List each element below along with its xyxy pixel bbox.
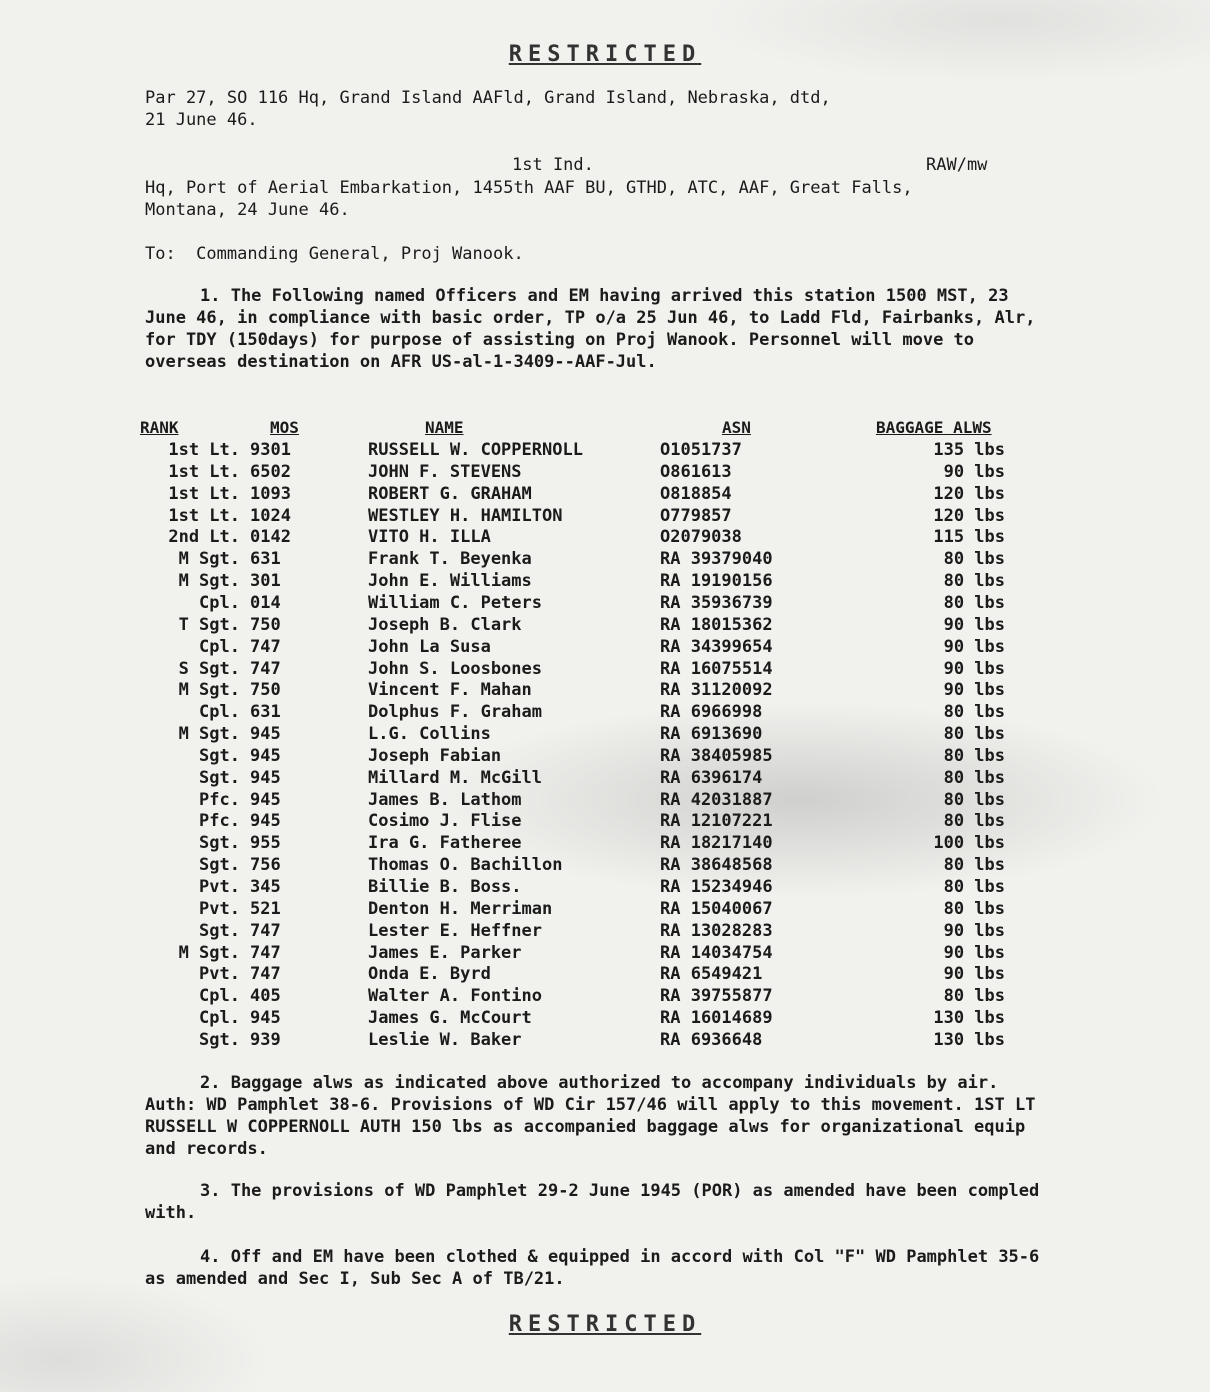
cell-asn: RA 16075514	[660, 658, 773, 679]
cell-baggage: 130 lbs	[933, 1029, 1005, 1050]
cell-baggage: 80 lbs	[943, 724, 1005, 745]
cell-rank: Cpl.	[199, 1008, 240, 1029]
cell-mos: 405	[250, 986, 281, 1007]
cell-mos: 747	[250, 964, 281, 985]
cell-asn: RA 14034754	[660, 942, 773, 963]
table-row	[0, 549, 1210, 571]
cell-asn: RA 6913690	[660, 724, 763, 745]
initials: RAW/mw	[926, 155, 988, 175]
cell-mos: 945	[250, 767, 281, 788]
col-header-rank: RANK	[140, 418, 179, 437]
cell-asn: O861613	[660, 461, 732, 482]
cell-baggage: 80 lbs	[943, 855, 1005, 876]
table-row	[0, 1008, 1210, 1030]
cell-name: Leslie W. Baker	[368, 1029, 522, 1050]
cell-rank: M Sgt.	[178, 549, 240, 570]
cell-baggage: 80 lbs	[943, 877, 1005, 897]
cell-baggage: 120 lbs	[933, 505, 1005, 526]
cell-rank: Cpl.	[199, 592, 240, 613]
cell-rank: M Sgt.	[178, 571, 240, 592]
cell-name: James E. Parker	[368, 942, 522, 963]
table-row	[0, 440, 1210, 462]
cell-baggage: 80 lbs	[943, 986, 1005, 1007]
cell-rank: M Sgt.	[178, 724, 240, 745]
cell-mos: 014	[250, 592, 281, 613]
cell-asn: O2079038	[660, 527, 742, 548]
cell-baggage: 100 lbs	[933, 833, 1005, 854]
cell-asn: RA 12107221	[660, 811, 773, 832]
table-row	[0, 986, 1210, 1008]
cell-mos: 945	[250, 811, 281, 832]
cell-asn: RA 13028283	[660, 920, 773, 941]
table-row	[0, 659, 1210, 681]
cell-baggage: 80 lbs	[943, 789, 1005, 810]
table-row	[0, 462, 1210, 484]
table-row	[0, 484, 1210, 506]
cell-mos: 1093	[250, 483, 291, 504]
paragraph-3: 3. The provisions of WD Pamphlet 29-2 June 1945 (POR) as amended have been compled with.	[145, 1181, 1040, 1223]
cell-asn: RA 18217140	[660, 833, 773, 854]
cell-mos: 945	[250, 789, 281, 810]
cell-name: James B. Lathom	[368, 789, 522, 810]
col-header-mos: MOS	[270, 418, 299, 437]
cell-mos: 6502	[250, 461, 291, 482]
cell-asn: RA 35936739	[660, 592, 773, 613]
cell-asn: O1051737	[660, 440, 742, 460]
cell-mos: 750	[250, 614, 281, 635]
cell-asn: RA 38405985	[660, 745, 773, 766]
to-line: To: Commanding General, Proj Wanook.	[145, 244, 524, 264]
cell-asn: RA 39755877	[660, 986, 773, 1007]
reference-line-1: Par 27, SO 116 Hq, Grand Island AAFld, Grand Island, Nebraska, dtd,	[145, 88, 831, 108]
cell-name: Joseph Fabian	[368, 745, 502, 766]
cell-name: John La Susa	[368, 636, 491, 657]
paragraph-1: 1. The Following named Officers and EM having arrived this station 1500 MST, 23 June 46, in compliance with basic order, TP o/a 25 Jun 46, to Ladd Fld, Fairbanks, Alr, for TDY (150days) for purpose of assisting on Proj Wanook. Personnel will move to overseas destination on AFR US-al-1-3409--AAF-Jul.	[145, 286, 1036, 372]
cell-mos: 631	[250, 702, 281, 723]
cell-name: Vincent F. Mahan	[368, 680, 532, 701]
cell-name: Ira G. Fatheree	[368, 833, 522, 854]
cell-rank: 1st Lt.	[168, 461, 240, 482]
cell-mos: 345	[250, 877, 281, 897]
cell-name: John E. Williams	[368, 571, 532, 592]
cell-name: William C. Peters	[368, 592, 542, 613]
table-row	[0, 811, 1210, 833]
cell-name: John S. Loosbones	[368, 658, 542, 679]
cell-mos: 747	[250, 942, 281, 963]
cell-baggage: 90 lbs	[943, 964, 1005, 985]
cell-mos: 945	[250, 1008, 281, 1029]
cell-mos: 945	[250, 724, 281, 745]
paragraph-2: 2. Baggage alws as indicated above authorized to accompany individuals by air. Auth: WD Pamphlet 38-6. Provisions of WD Cir 157/46 will apply to this movement. 1ST LT RUSSELL W COPPERNOLL AUTH 150 lbs as accompanied baggage alws for organizational equip and records.	[145, 1073, 1036, 1159]
table-row	[0, 833, 1210, 855]
table-row	[0, 855, 1210, 877]
cell-rank: Sgt.	[199, 855, 240, 876]
table-row	[0, 724, 1210, 746]
table-row	[0, 768, 1210, 790]
cell-baggage: 135 lbs	[933, 440, 1005, 460]
cell-rank: Sgt.	[199, 920, 240, 941]
cell-asn: RA 6966998	[660, 702, 763, 723]
cell-name: ROBERT G. GRAHAM	[368, 483, 532, 504]
cell-rank: 1st Lt.	[168, 505, 240, 526]
table-row	[0, 506, 1210, 528]
cell-asn: RA 34399654	[660, 636, 773, 657]
cell-asn: RA 6936648	[660, 1029, 763, 1050]
table-row	[0, 790, 1210, 812]
cell-name: Cosimo J. Flise	[368, 811, 522, 832]
cell-mos: 301	[250, 571, 281, 592]
cell-baggage: 90 lbs	[943, 680, 1005, 701]
from-line-2: Montana, 24 June 46.	[145, 200, 350, 220]
cell-asn: RA 39379040	[660, 549, 773, 570]
cell-baggage: 90 lbs	[943, 942, 1005, 963]
cell-rank: M Sgt.	[178, 680, 240, 701]
table-row	[0, 637, 1210, 659]
cell-rank: Cpl.	[199, 986, 240, 1007]
restricted-stamp-bottom: RESTRICTED	[508, 1312, 702, 1337]
cell-mos: 9301	[250, 440, 291, 460]
cell-name: Frank T. Beyenka	[368, 549, 532, 570]
col-header-baggage: BAGGAGE ALWS	[876, 418, 992, 437]
cell-rank: Pfc.	[199, 811, 240, 832]
table-row	[0, 615, 1210, 637]
cell-mos: 747	[250, 920, 281, 941]
cell-rank: 1st Lt.	[168, 483, 240, 504]
cell-mos: 747	[250, 658, 281, 679]
cell-name: Joseph B. Clark	[368, 614, 522, 635]
cell-mos: 1024	[250, 505, 291, 526]
cell-asn: RA 31120092	[660, 680, 773, 701]
cell-mos: 747	[250, 636, 281, 657]
cell-asn: O818854	[660, 483, 732, 504]
cell-baggage: 90 lbs	[943, 614, 1005, 635]
cell-rank: Sgt.	[199, 767, 240, 788]
col-header-asn: ASN	[722, 418, 751, 437]
indorsement-label: 1st Ind.	[512, 155, 594, 175]
table-row	[0, 702, 1210, 724]
cell-rank: Pvt.	[199, 964, 240, 985]
paragraph-4: 4. Off and EM have been clothed & equipped in accord with Col "F" WD Pamphlet 35-6 as amended and Sec I, Sub Sec A of TB/21.	[145, 1247, 1040, 1289]
cell-name: VITO H. ILLA	[368, 527, 491, 548]
cell-mos: 750	[250, 680, 281, 701]
cell-baggage: 120 lbs	[933, 483, 1005, 504]
cell-baggage: 90 lbs	[943, 461, 1005, 482]
cell-asn: RA 16014689	[660, 1008, 773, 1029]
cell-rank: Cpl.	[199, 702, 240, 723]
table-row	[0, 899, 1210, 921]
cell-baggage: 80 lbs	[943, 767, 1005, 788]
cell-asn: RA 38648568	[660, 855, 773, 876]
cell-baggage: 80 lbs	[943, 592, 1005, 613]
cell-baggage: 90 lbs	[943, 658, 1005, 679]
table-row	[0, 943, 1210, 965]
cell-name: Onda E. Byrd	[368, 964, 491, 985]
cell-mos: 945	[250, 745, 281, 766]
cell-baggage: 80 lbs	[943, 745, 1005, 766]
cell-name: Millard M. McGill	[368, 767, 542, 788]
cell-mos: 955	[250, 833, 281, 854]
cell-rank: Pvt.	[199, 898, 240, 919]
cell-name: Dolphus F. Graham	[368, 702, 542, 723]
cell-name: Lester E. Heffner	[368, 920, 542, 941]
cell-rank: Cpl.	[199, 636, 240, 657]
col-header-name: NAME	[425, 418, 464, 437]
table-row	[0, 593, 1210, 615]
cell-asn: RA 15040067	[660, 898, 773, 919]
cell-baggage: 80 lbs	[943, 549, 1005, 570]
cell-rank: 2nd Lt.	[168, 527, 240, 548]
cell-rank: T Sgt.	[178, 614, 240, 635]
cell-baggage: 80 lbs	[943, 811, 1005, 832]
cell-name: Billie B. Boss.	[368, 877, 522, 897]
cell-mos: 521	[250, 898, 281, 919]
cell-mos: 756	[250, 855, 281, 876]
cell-asn: RA 18015362	[660, 614, 773, 635]
cell-baggage: 115 lbs	[933, 527, 1005, 548]
cell-asn: RA 42031887	[660, 789, 773, 810]
cell-baggage: 80 lbs	[943, 898, 1005, 919]
cell-name: RUSSELL W. COPPERNOLL	[368, 440, 583, 460]
from-line-1: Hq, Port of Aerial Embarkation, 1455th AAF BU, GTHD, ATC, AAF, Great Falls,	[145, 178, 913, 198]
cell-rank: Pfc.	[199, 789, 240, 810]
table-row	[0, 571, 1210, 593]
cell-mos: 939	[250, 1029, 281, 1050]
cell-name: Denton H. Merriman	[368, 898, 553, 919]
cell-rank: Sgt.	[199, 833, 240, 854]
cell-name: L.G. Collins	[368, 724, 491, 745]
restricted-stamp-top: RESTRICTED	[508, 42, 702, 67]
table-row	[0, 877, 1210, 899]
cell-name: James G. McCourt	[368, 1008, 532, 1029]
cell-name: JOHN F. STEVENS	[368, 461, 522, 482]
cell-rank: 1st Lt.	[168, 440, 240, 460]
cell-rank: Pvt.	[199, 877, 240, 897]
cell-asn: RA 19190156	[660, 571, 773, 592]
cell-rank: Sgt.	[199, 1029, 240, 1050]
cell-asn: RA 15234946	[660, 877, 773, 897]
cell-baggage: 130 lbs	[933, 1008, 1005, 1029]
table-row	[0, 1030, 1210, 1052]
cell-rank: S Sgt.	[178, 658, 240, 679]
reference-line-2: 21 June 46.	[145, 110, 258, 130]
cell-mos: 0142	[250, 527, 291, 548]
table-row	[0, 921, 1210, 943]
cell-rank: Sgt.	[199, 745, 240, 766]
cell-asn: O779857	[660, 505, 732, 526]
table-row	[0, 746, 1210, 768]
cell-baggage: 80 lbs	[943, 571, 1005, 592]
cell-name: WESTLEY H. HAMILTON	[368, 505, 563, 526]
cell-mos: 631	[250, 549, 281, 570]
cell-baggage: 80 lbs	[943, 702, 1005, 723]
cell-name: Walter A. Fontino	[368, 986, 542, 1007]
table-row	[0, 527, 1210, 549]
cell-asn: RA 6549421	[660, 964, 763, 985]
cell-baggage: 90 lbs	[943, 636, 1005, 657]
table-row	[0, 964, 1210, 986]
table-row	[0, 680, 1210, 702]
cell-asn: RA 6396174	[660, 767, 763, 788]
cell-rank: M Sgt.	[178, 942, 240, 963]
cell-baggage: 90 lbs	[943, 920, 1005, 941]
cell-name: Thomas O. Bachillon	[368, 855, 563, 876]
